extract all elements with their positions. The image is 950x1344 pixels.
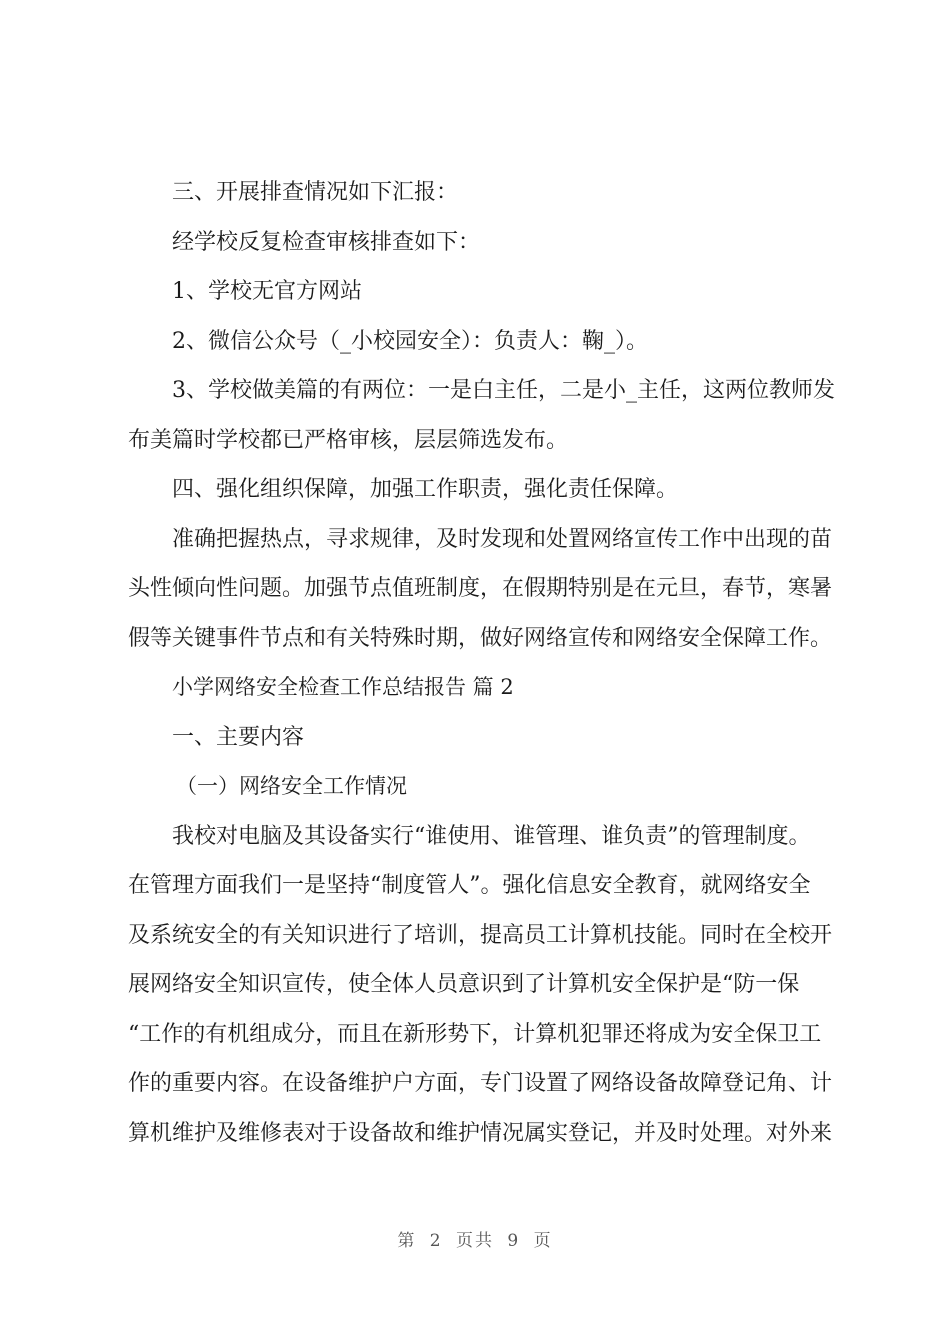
article-title: 小学网络安全检查工作总结报告 篇 2 (172, 675, 514, 699)
list-item: 1、学校无官方网站 (172, 279, 362, 304)
paragraph-line: 布美篇时学校都已严格审核，层层筛选发布。 (128, 427, 569, 453)
paragraph-line: “工作的有机组成分，而且在新形势下，计算机犯罪还将成为安全保卫工 (128, 1021, 822, 1047)
section-heading-1: 一、主要内容 (172, 724, 305, 750)
page-number-footer: 第 2 页共 9 页 (397, 1231, 553, 1251)
subsection-heading: （一）网络安全工作情况 (176, 774, 407, 798)
list-item: 3、学校做美篇的有两位：一是白主任，二是小_主任，这两位教师发 (172, 378, 835, 403)
paragraph-line: 算机维护及维修表对于设备故和维护情况属实登记，并及时处理。对外来 (128, 1120, 833, 1146)
paragraph-line: 作的重要内容。在设备维护户方面，专门设置了网络设备故障登记角、计 (128, 1071, 833, 1096)
paragraph-line: 头性倾向性问题。加强节点值班制度，在假期特别是在元旦，春节，寒暑 (128, 576, 833, 601)
section-heading-4: 四、强化组织保障，加强工作职责，强化责任保障。 (172, 477, 679, 502)
document-body (128, 168, 850, 1158)
paragraph-line: 我校对电脑及其设备实行“谁使用、谁管理、谁负责”的管理制度。 (172, 823, 811, 849)
paragraph-line: 经学校反复检查审核排查如下： (172, 229, 481, 255)
paragraph-line: 准确把握热点，寻求规律，及时发现和处置网络宣传工作中出现的苗 (172, 526, 833, 552)
list-item: 2、微信公众号（_小校园安全）：负责人：鞠_）。 (172, 328, 648, 354)
paragraph-line: 在管理方面我们一是坚持“制度管人”。强化信息安全教育，就网络安全 (128, 873, 811, 898)
section-heading-3: 三、开展排查情况如下汇报： (172, 180, 459, 205)
paragraph-line: 及系统安全的有关知识进行了培训，提高员工计算机技能。同时在全校开 (128, 922, 833, 948)
paragraph-line: 展网络安全知识宣传，使全体人员意识到了计算机安全保护是“防一保 (128, 972, 800, 997)
paragraph-line: 假等关键事件节点和有关特殊时期，做好网络宣传和网络安全保障工作。 (128, 625, 833, 651)
